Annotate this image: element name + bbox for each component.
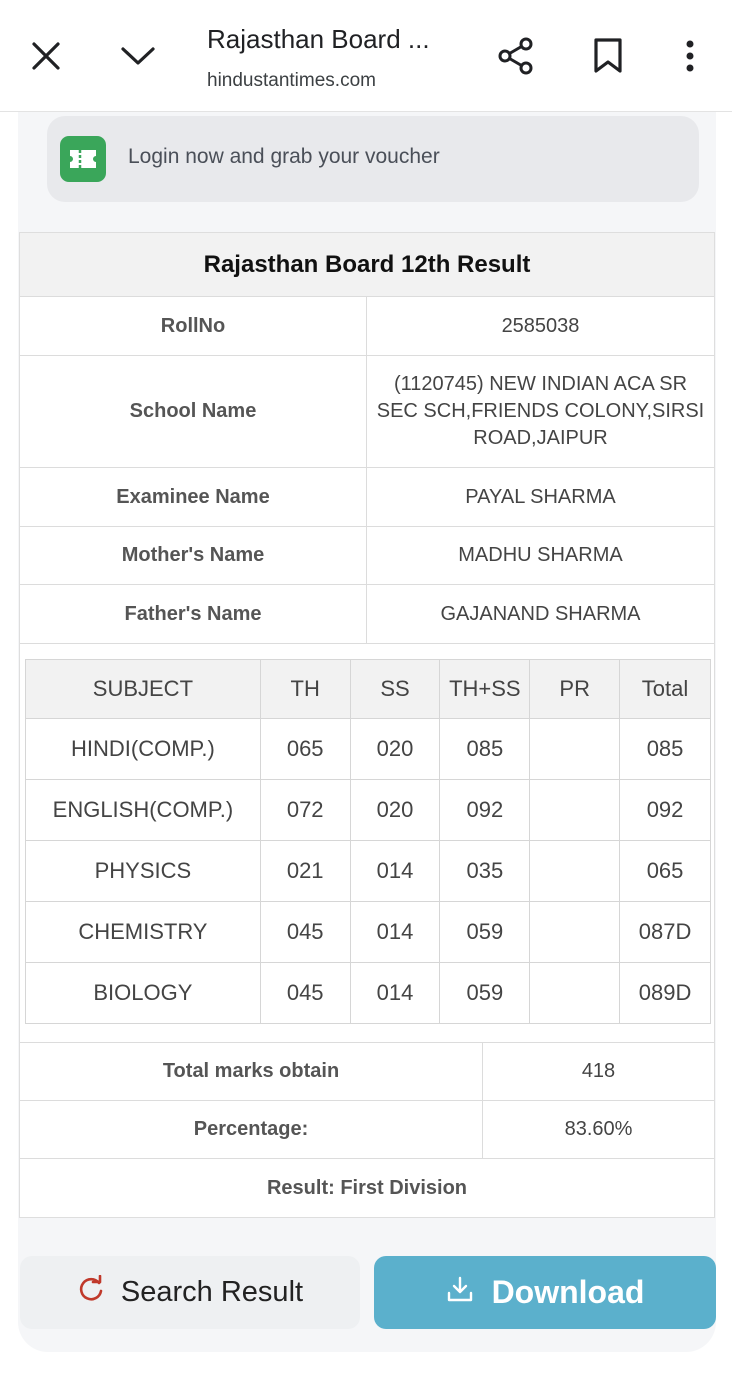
total-marks-label: Total marks obtain [20, 1043, 483, 1100]
column-header: TH [260, 660, 350, 719]
table-row [26, 780, 711, 841]
marks-cell [530, 963, 620, 1024]
total-cell: 089D [620, 963, 711, 1024]
page-url[interactable]: hindustantimes.com [207, 70, 376, 91]
marks-cell [530, 719, 620, 780]
subject-cell: CHEMISTRY [26, 902, 261, 963]
total-cell: 065 [620, 841, 711, 902]
marks-cell: 014 [350, 963, 440, 1024]
detail-row-mother [20, 527, 714, 585]
detail-value: PAYAL SHARMA [465, 485, 616, 508]
result-division: Result: First Division [266, 1176, 468, 1199]
marks-cell [530, 902, 620, 963]
percentage-label: Percentage: [20, 1101, 483, 1158]
detail-label: Father's Name [20, 585, 367, 643]
detail-label: RollNo [20, 297, 367, 355]
total-marks-row [20, 1042, 714, 1101]
subject-cell: HINDI(COMP.) [26, 719, 261, 780]
detail-value: MADHU SHARMA [458, 544, 623, 566]
download-button[interactable] [374, 1256, 716, 1329]
refresh-icon [77, 1275, 105, 1311]
bookmark-icon[interactable] [578, 26, 638, 86]
result-row [20, 1159, 714, 1217]
detail-label: Mother's Name [20, 527, 367, 584]
table-row [26, 902, 711, 963]
total-cell: 087D [620, 902, 711, 963]
column-header: SUBJECT [26, 660, 261, 719]
detail-label: School Name [20, 356, 367, 467]
marks-cell [530, 841, 620, 902]
marks-header-row [26, 660, 711, 719]
marks-cell: 059 [440, 963, 530, 1024]
column-header: Total [620, 660, 711, 719]
marks-cell: 021 [260, 841, 350, 902]
download-label: Download [491, 1274, 645, 1310]
marks-cell: 092 [440, 780, 530, 841]
marks-cell: 045 [260, 902, 350, 963]
subject-cell: BIOLOGY [26, 963, 261, 1024]
detail-row-school [20, 356, 714, 468]
more-vert-icon[interactable] [660, 26, 720, 86]
voucher-banner[interactable] [47, 116, 699, 202]
percentage-value: 83.60% [564, 1118, 633, 1140]
marks-cell: 020 [350, 719, 440, 780]
detail-value: 2585038 [501, 314, 580, 337]
detail-value: (1120745) NEW INDIAN ACA SR SEC SCH,FRIENDS COLONY,SIRSI ROAD,JAIPUR [376, 373, 705, 449]
browser-toolbar [0, 0, 732, 112]
column-header: TH+SS [440, 660, 530, 719]
subject-cell: ENGLISH(COMP.) [26, 780, 261, 841]
column-header: SS [350, 660, 440, 719]
voucher-icon [60, 136, 106, 182]
chevron-down-icon[interactable] [108, 26, 168, 86]
column-header: PR [530, 660, 620, 719]
close-icon[interactable] [16, 26, 76, 86]
marks-cell: 035 [440, 841, 530, 902]
detail-value: GAJANAND SHARMA [440, 602, 641, 625]
marks-cell: 065 [260, 719, 350, 780]
marks-cell: 085 [440, 719, 530, 780]
marks-cell: 059 [440, 902, 530, 963]
result-title: Rajasthan Board 12th Result [20, 233, 714, 297]
detail-row-rollno [20, 297, 714, 356]
total-cell: 085 [620, 719, 711, 780]
detail-label: Examinee Name [20, 468, 367, 526]
table-row [26, 963, 711, 1024]
search-result-button[interactable] [20, 1256, 360, 1329]
marks-cell: 072 [260, 780, 350, 841]
table-row [26, 719, 711, 780]
download-icon [446, 1274, 474, 1311]
marks-cell: 020 [350, 780, 440, 841]
marks-cell: 014 [350, 902, 440, 963]
percentage-row [20, 1101, 714, 1159]
total-cell: 092 [620, 780, 711, 841]
page-title: Rajasthan Board ... [207, 24, 430, 54]
marks-table [25, 659, 711, 1024]
table-row [26, 841, 711, 902]
result-card [19, 232, 715, 1218]
detail-row-examinee [20, 468, 714, 527]
search-result-label: Search Result [120, 1276, 304, 1308]
voucher-text: Login now and grab your voucher [128, 145, 440, 168]
marks-cell [530, 780, 620, 841]
total-marks-value: 418 [581, 1060, 616, 1082]
subject-cell: PHYSICS [26, 841, 261, 902]
marks-cell: 045 [260, 963, 350, 1024]
marks-cell: 014 [350, 841, 440, 902]
detail-row-father [20, 585, 714, 644]
share-icon[interactable] [486, 26, 546, 86]
